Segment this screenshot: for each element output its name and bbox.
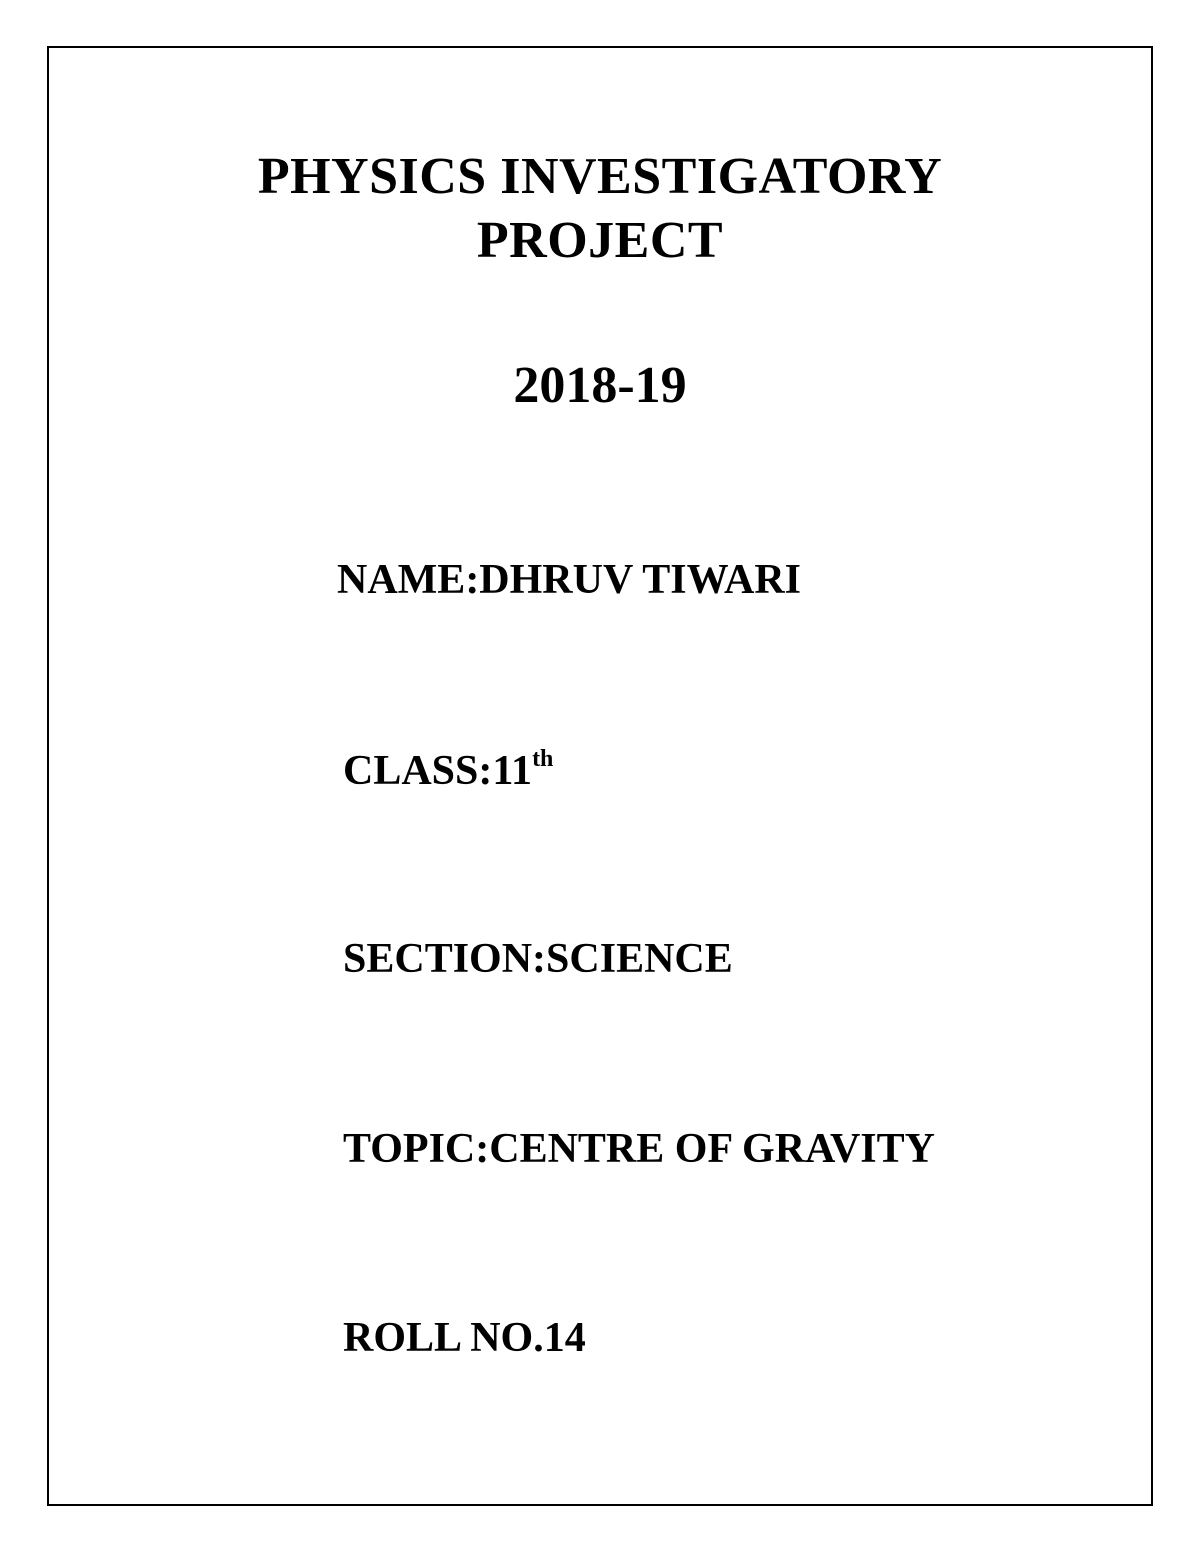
project-topic: TOPIC:CENTRE OF GRAVITY	[343, 1126, 935, 1172]
title-line-2: PROJECT	[476, 212, 724, 269]
academic-year: 2018-19	[513, 357, 687, 414]
project-title	[0, 145, 1200, 273]
title-line-1: PHYSICS INVESTIGATORY	[257, 148, 943, 205]
class-value: CLASS:11	[343, 748, 533, 794]
student-section: SECTION:SCIENCE	[343, 936, 733, 982]
class-ordinal-suffix: th	[532, 746, 554, 772]
student-name: NAME:DHRUV TIWARI	[337, 557, 801, 603]
roll-number: ROLL NO.14	[343, 1315, 586, 1361]
student-class	[343, 745, 553, 797]
